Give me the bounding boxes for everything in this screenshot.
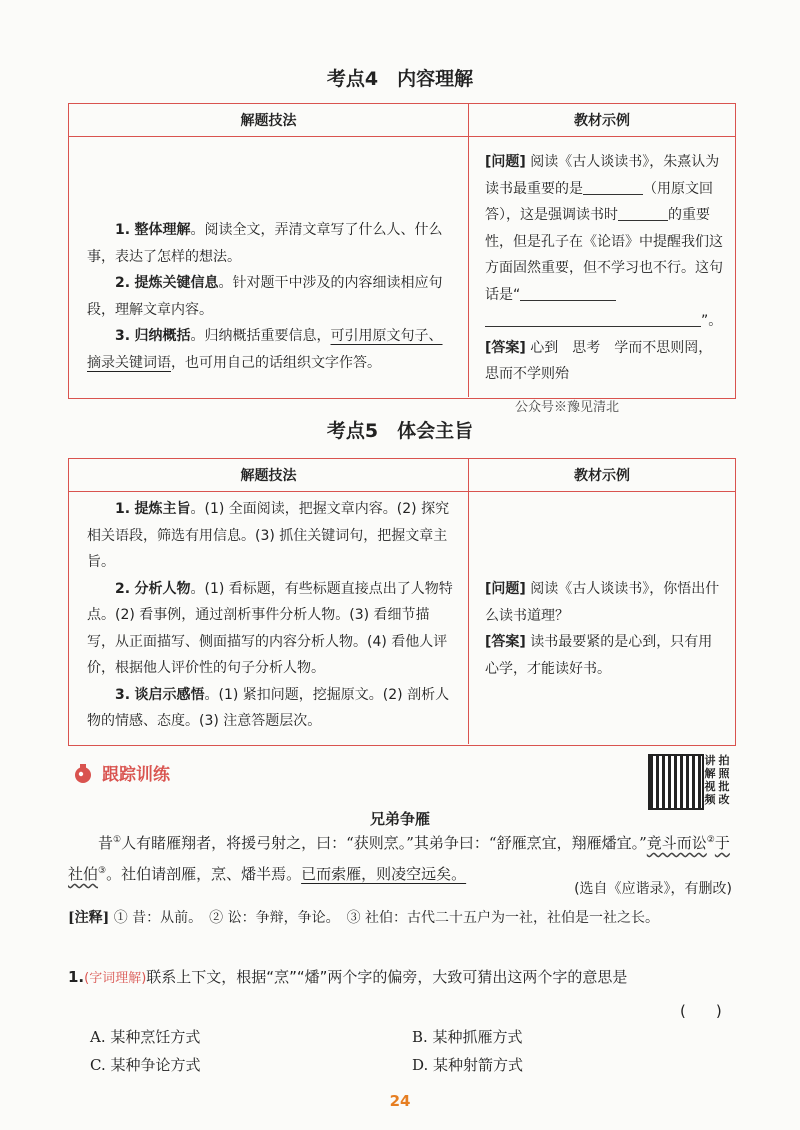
section5-tips xyxy=(69,492,469,744)
answer-paren: ( ) xyxy=(680,1002,722,1020)
section4-table xyxy=(68,103,736,399)
option-b[interactable]: B. 某种抓雁方式 xyxy=(412,1028,523,1046)
section4-header-row xyxy=(69,104,735,137)
tip-item: 2. 分析人物。(1) 看标题，有些标题直接点出了人物特点。(2) 看事例，通过剖析事件分析人物。(3) 看细节描写，从正面描写、侧面描写的内容分析人物。(4) 看他人评价，根据他人评价性的句子分析人物。 xyxy=(87,580,453,676)
section4-example: [问题] 阅读《古人谈读书》，朱熹认为读书最重要的是 （用原文回答），这是强调读书时 的重要性，但是孔子在《论语》中提醒我们这方面固然重要，但不学习也不行。这句话是“ ”。 [答案] 心到 思考 学而不思则罔，思而不学则殆 xyxy=(485,154,723,382)
story-text: 昔①人有睹雁翔者，将援弓射之，曰：“获则烹。”其弟争曰：“舒雁烹宜，翔雁燔宜。”竟斗而讼②于社伯③。社伯请剖雁，烹、燔半焉。已而索雁，则凌空远矣。 xyxy=(68,834,730,883)
tip-item: 3. 归纳概括。归纳概括重要信息，可引用原文句子、摘录关键词语，也可用自己的话组织文字作答。 xyxy=(87,328,443,371)
question-1: 1.(字词理解)联系上下文，根据“烹”“燔”两个字的偏旁，大致可猜出这两个字的意思是 xyxy=(68,968,628,986)
section5-header-row xyxy=(69,459,735,492)
qr-caption: 讲 拍 解 照 视 批 频 改 xyxy=(704,754,730,806)
tip-item: 2. 提炼关键信息。针对题干中涉及的内容细读相应句段，理解文章内容。 xyxy=(87,275,443,318)
section4-right-header: 教材示例 xyxy=(574,113,630,129)
section5-example: [问题] 阅读《古人谈读书》，你悟出什么读书道理？ [答案] 读书最要紧的是心到，只有用心学，才能读好书。 xyxy=(485,581,720,677)
section5-table xyxy=(68,458,736,746)
tracking-title: 跟踪训练 xyxy=(102,765,170,785)
option-d[interactable]: D. 某种射箭方式 xyxy=(412,1056,524,1074)
section4-tips xyxy=(69,137,469,397)
tip-item: 3. 谈启示感悟。(1) 紧扣问题，挖掘原文。(2) 剖析人物的情感、态度。(3) 注意答题层次。 xyxy=(87,686,450,729)
story-title: 兄弟争雁 xyxy=(369,810,430,828)
notes: [注释] ① 昔：从前。 ② 讼：争辩，争论。 ③ 社伯：古代二十五户为一社，社伯是一社之长。 xyxy=(68,910,660,926)
option-c[interactable]: C. 某种争论方式 xyxy=(90,1056,201,1074)
qr-code[interactable] xyxy=(648,754,704,810)
watermark-text: 公众号※豫见清北 xyxy=(515,400,620,415)
tip-item: 1. 提炼主旨。(1) 全面阅读，把握文章内容。(2) 探究相关语段，筛选有用信息。(3) 抓住关键词句，把握文章主旨。 xyxy=(87,501,450,570)
option-a[interactable]: A. 某种烹饪方式 xyxy=(90,1028,201,1046)
section5-left-header: 解题技法 xyxy=(69,459,469,491)
section5-title: 考点5 体会主旨 xyxy=(326,420,474,442)
tracking-heading xyxy=(72,760,170,785)
section4-title: 考点4 内容理解 xyxy=(326,68,474,90)
tip-item: 1. 整体理解。阅读全文，弄清文章写了什么人、什么事，表达了怎样的想法。 xyxy=(87,222,443,265)
section5-right-header: 教材示例 xyxy=(574,468,630,484)
page-number: 24 xyxy=(389,1092,411,1110)
flask-icon xyxy=(72,762,94,784)
story-source: (选自《应谐录》，有删改) xyxy=(574,881,732,897)
section4-left-header: 解题技法 xyxy=(69,104,469,136)
